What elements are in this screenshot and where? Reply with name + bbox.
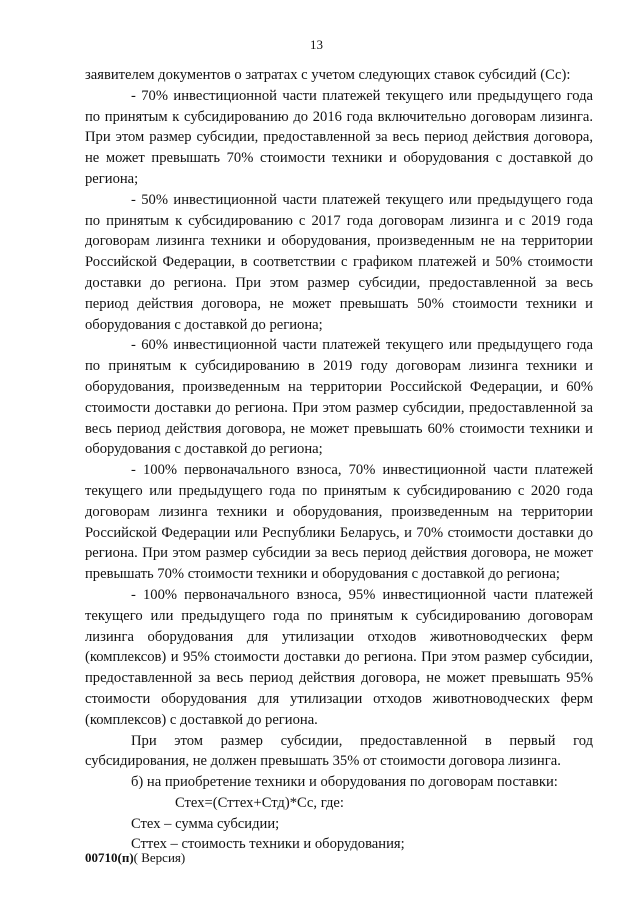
definition-equipment-cost: Сттех – стоимость техники и оборудования; (131, 836, 405, 853)
document-version: ( Версия) (133, 850, 186, 865)
document-code: 00710(п) (85, 850, 134, 865)
paragraph-rate-70: - 70% инвестиционной части платежей текущего или предыдущего года по принятым к субсидированию до 2016 года включительно договорам лизинга. При этом размер субсидии, предоставленной за весь период действия договора, не может превышать 70% стоимости техники и оборудования с доставкой до региона; (85, 87, 593, 187)
page-number: 13 (310, 37, 323, 52)
paragraph-rate-100-95: - 100% первоначального взноса, 95% инвестиционной части платежей текущего или предыдущего года по принятым к субсидированию договорам лизинга оборудования для утилизации отходов животноводческих ферм (комплексов) и 95% стоимости доставки до региона. При этом размер субсидии, предоставленной за весь период действия договора, не может превышать 95% стоимости оборудования для утилизации отходов животноводческих ферм (комплексов) с доставкой до региона. (85, 586, 593, 728)
paragraph-supply-contracts: б) на приобретение техники и оборудования по договорам поставки: (131, 774, 558, 791)
paragraph-rate-100-70: - 100% первоначального взноса, 70% инвестиционной части платежей текущего или предыдущего года по принятым к субсидированию с 2020 года договорам лизинга техники и оборудования, произведенным на территории Российской Федерации или Республики Беларусь, и 70% стоимости доставки до региона. При этом размер субсидии за весь период действия договора, не может превышать 70% стоимости техники и оборудования с доставкой до региона; (85, 462, 593, 583)
paragraph-first-year-limit: При этом размер субсидии, предоставленной в первый год субсидирования, не должен превышать 35% от стоимости договора лизинга. (85, 732, 593, 770)
paragraph-intro: заявителем документов о затратах с учетом следующих ставок субсидий (Сс): (85, 67, 571, 83)
document-body (85, 65, 593, 855)
formula: Стех=(Сттех+Стд)*Сс, где: (175, 794, 344, 811)
footer (85, 850, 185, 866)
paragraph-rate-60: - 60% инвестиционной части платежей текущего или предыдущего года по принятым к субсидированию в 2019 году договорам лизинга техники и оборудования, произведенным на территории Российской Федерации, и 60% стоимости доставки до региона. При этом размер субсидии, предоставленной за весь период действия договора, не может превышать 60% стоимости техники и оборудования с доставкой до региона; (85, 337, 593, 458)
definition-subsidy: Стех – сумма субсидии; (131, 815, 280, 832)
paragraph-rate-50: - 50% инвестиционной части платежей текущего или предыдущего года по принятым к субсидированию с 2017 года договорам лизинга и с 2019 года договорам лизинга техники и оборудования, произведенным не на территории Российской Федерации, в соответствии с графиком платежей и 50% стоимости доставки до региона. При этом размер субсидии, предоставленной за весь период действия договора, не может превышать 50% стоимости техники и оборудования с доставкой до региона; (85, 191, 593, 333)
